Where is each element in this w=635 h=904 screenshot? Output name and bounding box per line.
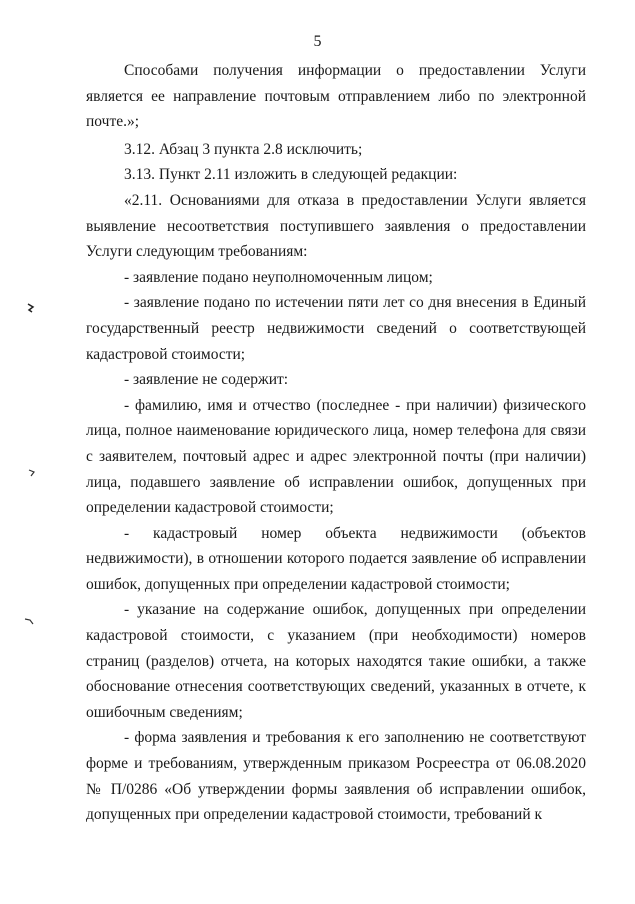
page-number: 5 bbox=[313, 33, 322, 50]
scan-mark-2 bbox=[28, 468, 36, 481]
paragraph-3-13: 3.13. Пункт 2.11 изложить в следующей редакции: bbox=[124, 166, 458, 184]
list-item-five-years: - заявление подано по истечении пяти лет со дня внесения в Единый государственный реестр недвижимости сведений о соответствующей кадастровой стоимости; bbox=[86, 294, 586, 363]
paragraph-3-12: 3.12. Абзац 3 пункта 2.8 исключить; bbox=[124, 140, 363, 158]
list-item-unauthorized: - заявление подано неуполномоченным лицом; bbox=[124, 268, 433, 286]
list-item-not-contain: - заявление не содержит: bbox=[124, 371, 289, 389]
paragraph-info-methods: Способами получения информации о предоставлении Услуги является ее направление почтовым отправлением либо по электронной почте.»; bbox=[86, 62, 586, 131]
list-item-full-name: - фамилию, имя и отчество (последнее - при наличии) физического лица, полное наименование юридического лица, номер телефона для связи с заявителем, почтовый адрес и адрес электронной почты (при наличии) лица, подавшего заявление об исправлении ошибок, допущенных при определении кадастровой стоимости; bbox=[86, 396, 586, 517]
list-item-form-requirements: - форма заявления и требования к его заполнению не соответствуют форме и требованиям, утвержденным приказом Росреестра от 06.08.2020 № П/0286 «Об утверждении формы заявления об исправлении ошибок, допущенных при определении кадастровой стоимости, требований к bbox=[86, 729, 586, 824]
list-item-cadastral-number: - кадастровый номер объекта недвижимости (объектов недвижимости), в отношении которого подается заявление об исправлении ошибок, допущенных при определении кадастровой стоимости; bbox=[86, 524, 586, 593]
list-item-errors-content: - указание на содержание ошибок, допущенных при определении кадастровой стоимости, с указанием (при необходимости) номеров страниц (разделов) отчета, на которых находятся такие ошибки, а также обоснование отнесения соответствующих сведений, указанных в отчете, к ошибочным сведениям; bbox=[86, 601, 586, 721]
document-body bbox=[86, 58, 586, 828]
scan-mark-1 bbox=[26, 302, 36, 317]
scan-mark-3 bbox=[24, 616, 34, 628]
paragraph-2-11: «2.11. Основаниями для отказа в предоставлении Услуги является выявление несоответствия поступившего заявления о предоставлении Услуги следующим требованиям: bbox=[86, 191, 586, 261]
